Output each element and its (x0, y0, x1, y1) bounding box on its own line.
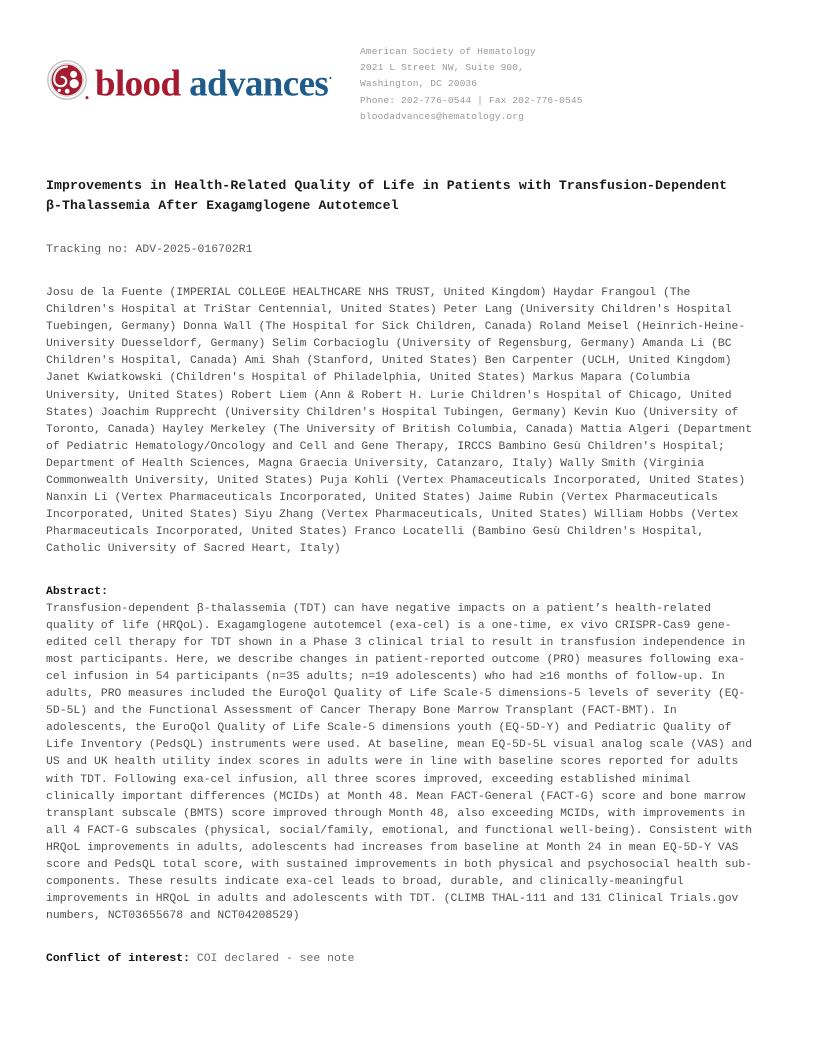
journal-masthead (46, 42, 770, 125)
contact-line-street: 2021 L Street NW, Suite 900, (360, 62, 525, 74)
contact-line-city: Washington, DC 20036 (360, 78, 478, 90)
abstract-body: Transfusion-dependent β-thalassemia (TDT) can have negative impacts on a patient’s health-related quality of life (HRQoL). Exagamglogene autotemcel (exa-cel) is a one-time, ex vivo CRISPR-Cas9 gene-edited cell therapy for TDT shown in a Phase 3 clinical trial to result in transfusion independence in most participants. Here, we describe changes in patient-reported outcome (PRO) measures following exa-cel infusion in 54 participants (n=35 adults; n=19 adolescents) who had ≥16 months of follow-up. In adults, PRO measures included the EuroQol Quality of Life Scale-5 dimensions-5 levels of severity (EQ-5D-5L) and the Functional Assessment of Cancer Therapy Bone Marrow Transplant (FACT-BMT). In adolescents, the EuroQol Quality of Life Scale-5 dimensions youth (EQ-5D-Y) and Pediatric Quality of Life Inventory (PedsQL) instruments were used. At baseline, mean EQ-5D-5L visual analog scale (VAS) and US and UK health utility index scores in adults were in line with baseline scores reported for adults with TDT. Following exa-cel infusion, all three scores improved, exceeding established minimal clinically important differences (MCIDs) at Month 48. Mean FACT-General (FACT-G) score and bone marrow transplant subscale (BMTS) score improved through Month 48, also exceeding MCIDs, with improvements in all 4 FACT-G subscales (physical, social/family, emotional, and functional well-being). Consistent with HRQoL improvements in adults, adolescents had increases from baseline at Month 24 in mean EQ-5D-Y VAS score and PedsQL total score, with sustained improvements in both physical and psychosocial health sub-components. These results indicate exa-cel leads to broad, durable, and clinically-meaningful improvements in HRQoL in adults and adolescents with TDT. (CLIMB THAL-111 and 131 Clinical Trials.gov numbers, NCT03655678 and NCT04208529) (46, 602, 753, 923)
contact-line-email[interactable]: bloodadvances@hematology.org (360, 110, 525, 122)
manuscript-content (46, 176, 760, 968)
publisher-contact-block (346, 42, 770, 125)
wordmark-trademark: · (328, 70, 332, 85)
coi-heading: Conflict of interest (46, 953, 184, 966)
blood-advances-logo (46, 42, 346, 104)
coi-separator: : (183, 953, 190, 966)
blood-advances-wordmark (95, 58, 332, 104)
blood-advances-cell-emblem-icon (46, 59, 90, 103)
coi-statement: COI declared - see note (196, 953, 355, 966)
abstract-section (46, 584, 760, 926)
contact-line-organization: American Society of Hematology (360, 46, 536, 57)
wordmark-blood: blood (95, 63, 181, 105)
tracking-number: Tracking no: ADV-2025-016702R1 (46, 244, 253, 256)
page-title: Improvements in Health-Related Quality of Life in Patients with Transfusion-Dependent β-Thalassemia After Exagamglogene Autotemcel (46, 178, 728, 213)
wordmark-advances: advances (189, 63, 329, 105)
author-affiliation-list: Josu de la Fuente (IMPERIAL COLLEGE HEALTHCARE NHS TRUST, United Kingdom) Haydar Frangoul (The Children's Hospital at TriStar Centennial, United States) Peter Lang (University Children's Hospital Tuebingen, Germany) Donna Wall (The Hospital for Sick Children, Canada) Roland Meisel (Heinrich-Heine-University Duesseldorf, Germany) Selim Corbacioglu (University of Regensburg, Germany) Amanda Li (BC Children's Hospital, Canada) Ami Shah (Stanford, United States) Ben Carpenter (UCLH, United Kingdom) Janet Kwiatkowski (Children's Hospital of Philadelphia, United States) Markus Mapara (Columbia University, United States) Robert Liem (Ann & Robert H. Lurie Children's Hospital of Chicago, United States) Joachim Rupprecht (University Children's Hospital Tubingen, Germany) Kevin Kuo (University of Toronto, Canada) Hayley Merkeley (The University of British Columbia, Canada) Mattia Algeri (Department of Pediatric Hematology/Oncology and Cell and Gene Therapy, IRCCS Bambino Gesù Children's Hospital; Department of Health Sciences, Magna Graecia University, Catanzaro, Italy) Wally Smith (Virginia Commonwealth University, United States) Puja Kohli (Vertex Phamaceuticals Incorporated, United States) Nanxin Li (Vertex Pharmaceuticals Incorporated, United States) Jaime Rubin (Vertex Pharmaceuticals Incorporated, United States) Siyu Zhang (Vertex Pharmaceuticals, United States) William Hobbs (Vertex Pharmaceuticals Incorporated, United States) Franco Locatelli (Bambino Gesù Children's Hospital, Catholic University of Sacred Heart, Italy) (46, 287, 753, 556)
abstract-heading: Abstract: (46, 585, 108, 598)
contact-line-phone-fax: Phone: 202-776-0544 | Fax 202-776-0545 (360, 94, 583, 106)
conflict-of-interest-section (46, 951, 760, 968)
